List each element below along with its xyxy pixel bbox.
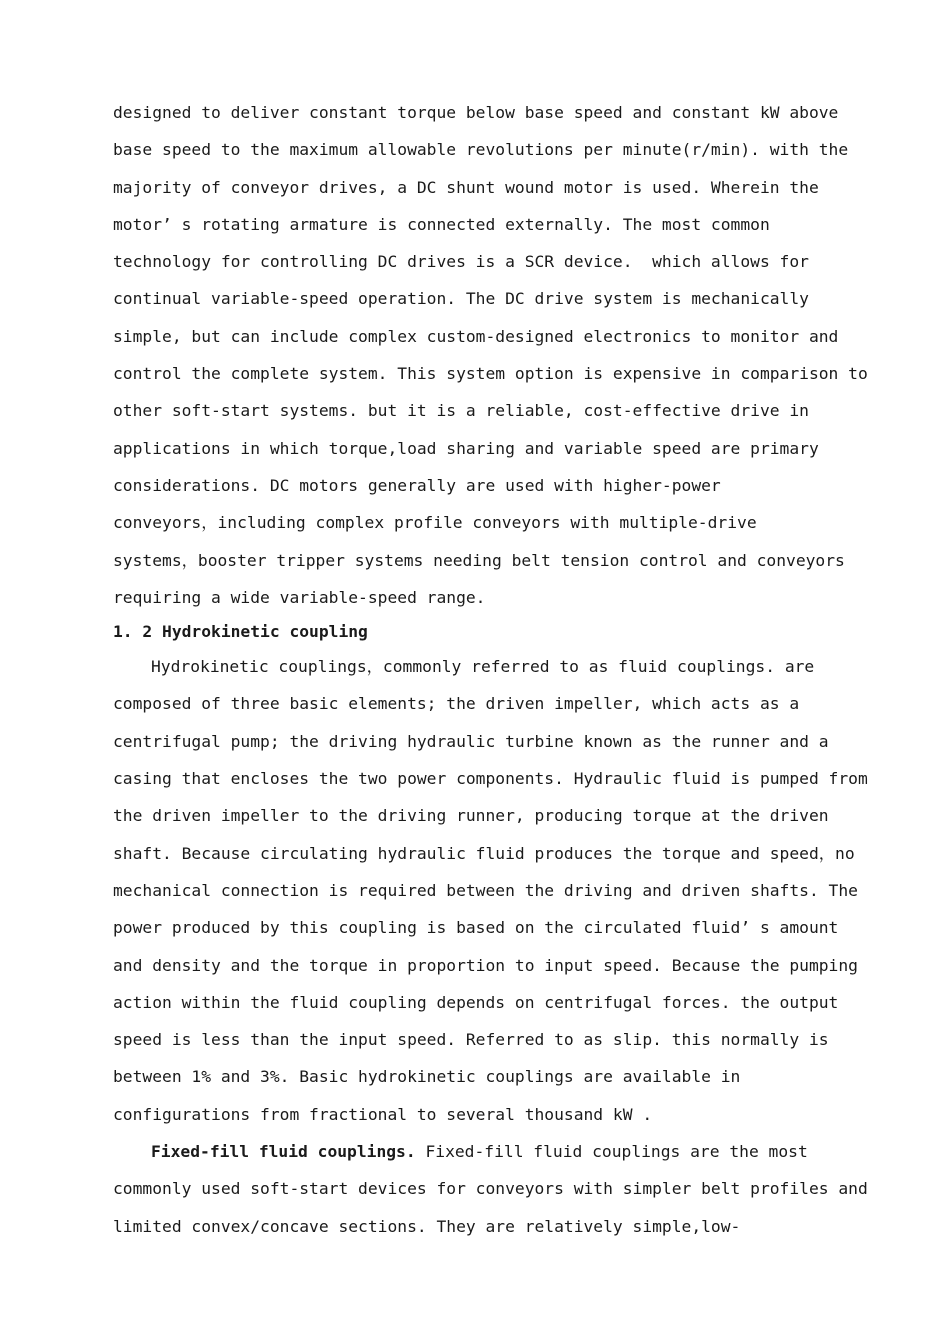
paragraph-dc-drives xyxy=(113,94,868,616)
text-line: configurations from fractional to several thousand kW . xyxy=(113,1104,653,1124)
text-line: Hydrokinetic couplings，commonly referred to as fluid couplings. are xyxy=(151,657,815,677)
text-line: base speed to the maximum allowable revolutions per minute(r/min). with the xyxy=(113,140,849,160)
text-line: designed to deliver constant torque below base speed and constant kW above xyxy=(113,103,839,122)
text-line: action within the fluid coupling depends on centrifugal forces. the output xyxy=(113,992,839,1012)
text-line: the driven impeller to the driving runner, producing torque at the driven xyxy=(113,806,829,826)
text-line: systems，booster tripper systems needing belt tension control and conveyors xyxy=(113,550,845,570)
text-line: continual variable-speed operation. The DC drive system is mechanically xyxy=(113,289,809,309)
text-line: applications in which torque,load sharing and variable speed are primary xyxy=(113,438,819,458)
runin-title: Fixed-fill fluid couplings. xyxy=(151,1142,416,1162)
text-line: and density and the torque in proportion to input speed. Because the pumping xyxy=(113,955,858,975)
text-line: casing that encloses the two power components. Hydraulic fluid is pumped from xyxy=(113,769,868,789)
text-span: Fixed-fill fluid couplings are the most xyxy=(415,1142,808,1162)
text-line: limited convex/concave sections. They are relatively simple,low- xyxy=(113,1216,741,1236)
text-line: commonly used soft-start devices for conveyors with simpler belt profiles and xyxy=(113,1179,868,1199)
text-line: majority of conveyor drives, a DC shunt wound motor is used. Wherein the xyxy=(113,177,819,197)
text-line: centrifugal pump; the driving hydraulic turbine known as the runner and a xyxy=(113,731,829,751)
text-line: conveyors，including complex profile conveyors with multiple-drive xyxy=(113,513,757,533)
section-heading: 1. 2 Hydrokinetic coupling xyxy=(113,622,368,642)
text-line: requiring a wide variable-speed range. xyxy=(113,587,486,607)
text-line: considerations. DC motors generally are used with higher-power xyxy=(113,475,721,495)
text-line: speed is less than the input speed. Referred to as slip. this normally is xyxy=(113,1030,829,1050)
text-line: power produced by this coupling is based on the circulated fluid’ s amount xyxy=(113,918,839,938)
text-line: between 1% and 3%. Basic hydrokinetic couplings are available in xyxy=(113,1067,741,1087)
text-line-with-runin xyxy=(113,1133,858,1170)
text-line: composed of three basic elements; the driven impeller, which acts as a xyxy=(113,694,800,714)
document-body xyxy=(113,94,868,1245)
text-line: motor’ s rotating armature is connected externally. The most common xyxy=(113,214,770,234)
paragraph-fixed-fill-couplings xyxy=(113,1133,868,1245)
text-line: other soft-start systems. but it is a reliable, cost-effective drive in xyxy=(113,401,809,421)
text-line: technology for controlling DC drives is a SCR device. which allows for xyxy=(113,252,809,272)
text-line: control the complete system. This system option is expensive in comparison to xyxy=(113,364,868,384)
text-line: mechanical connection is required between the driving and driven shafts. The xyxy=(113,880,858,900)
text-line: shaft. Because circulating hydraulic fluid produces the torque and speed，no xyxy=(113,843,855,863)
paragraph-hydrokinetic-coupling xyxy=(113,648,868,1133)
text-line: simple, but can include complex custom-designed electronics to monitor and xyxy=(113,326,839,346)
